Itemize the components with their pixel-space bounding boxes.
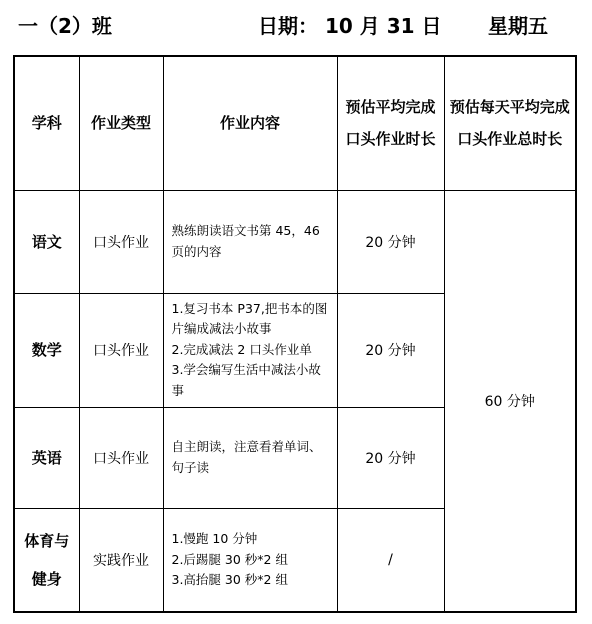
table-row bbox=[14, 190, 576, 293]
duration-cell: 20 分钟 bbox=[337, 293, 444, 407]
content-line: 2.完成减法 2 口头作业单 bbox=[171, 341, 312, 357]
content-line: 3.学会编写生活中减法小故事 bbox=[171, 362, 321, 398]
content-cell bbox=[163, 293, 337, 407]
homework-table bbox=[13, 55, 577, 613]
col-header-type: 作业类型 bbox=[79, 56, 163, 190]
col-header-duration: 预估平均完成口头作业时长 bbox=[337, 56, 444, 190]
subject-cell: 语文 bbox=[14, 190, 79, 293]
type-cell: 实践作业 bbox=[79, 508, 163, 612]
page-header bbox=[0, 0, 592, 48]
type-cell: 口头作业 bbox=[79, 190, 163, 293]
content-line: 自主朗读，注意看着单词、句子读 bbox=[171, 439, 322, 475]
type-cell: 口头作业 bbox=[79, 293, 163, 407]
type-cell: 口头作业 bbox=[79, 407, 163, 508]
duration-cell: / bbox=[337, 508, 444, 612]
class-label: 一（2）班 bbox=[18, 14, 112, 38]
content-line: 1.慢跑 10 分钟 bbox=[171, 531, 258, 546]
duration-cell: 20 分钟 bbox=[337, 407, 444, 508]
weekday-label: 星期五 bbox=[488, 14, 548, 38]
subject-cell: 数学 bbox=[14, 293, 79, 407]
col-header-content: 作业内容 bbox=[163, 56, 337, 190]
total-duration-cell: 60 分钟 bbox=[444, 190, 576, 612]
content-cell bbox=[163, 407, 337, 508]
content-line: 2.后踢腿 30 秒*2 组 bbox=[171, 551, 288, 567]
content-line: 3.高抬腿 30 秒*2 组 bbox=[171, 572, 288, 587]
table-header-row bbox=[14, 56, 576, 190]
subject-cell: 英语 bbox=[14, 407, 79, 508]
content-line: 1.复习书本 P37,把书本的图片编成减法小故事 bbox=[171, 300, 328, 337]
content-cell bbox=[163, 508, 337, 612]
col-header-subject: 学科 bbox=[14, 56, 79, 190]
col-header-total: 预估每天平均完成口头作业总时长 bbox=[444, 56, 576, 190]
content-line: 熟练朗读语文书第 45，46 页的内容 bbox=[171, 223, 320, 259]
date-label: 日期： 10 月 31 日 bbox=[258, 14, 442, 38]
content-cell bbox=[163, 190, 337, 293]
duration-cell: 20 分钟 bbox=[337, 190, 444, 293]
subject-cell: 体育与健身 bbox=[14, 508, 79, 612]
